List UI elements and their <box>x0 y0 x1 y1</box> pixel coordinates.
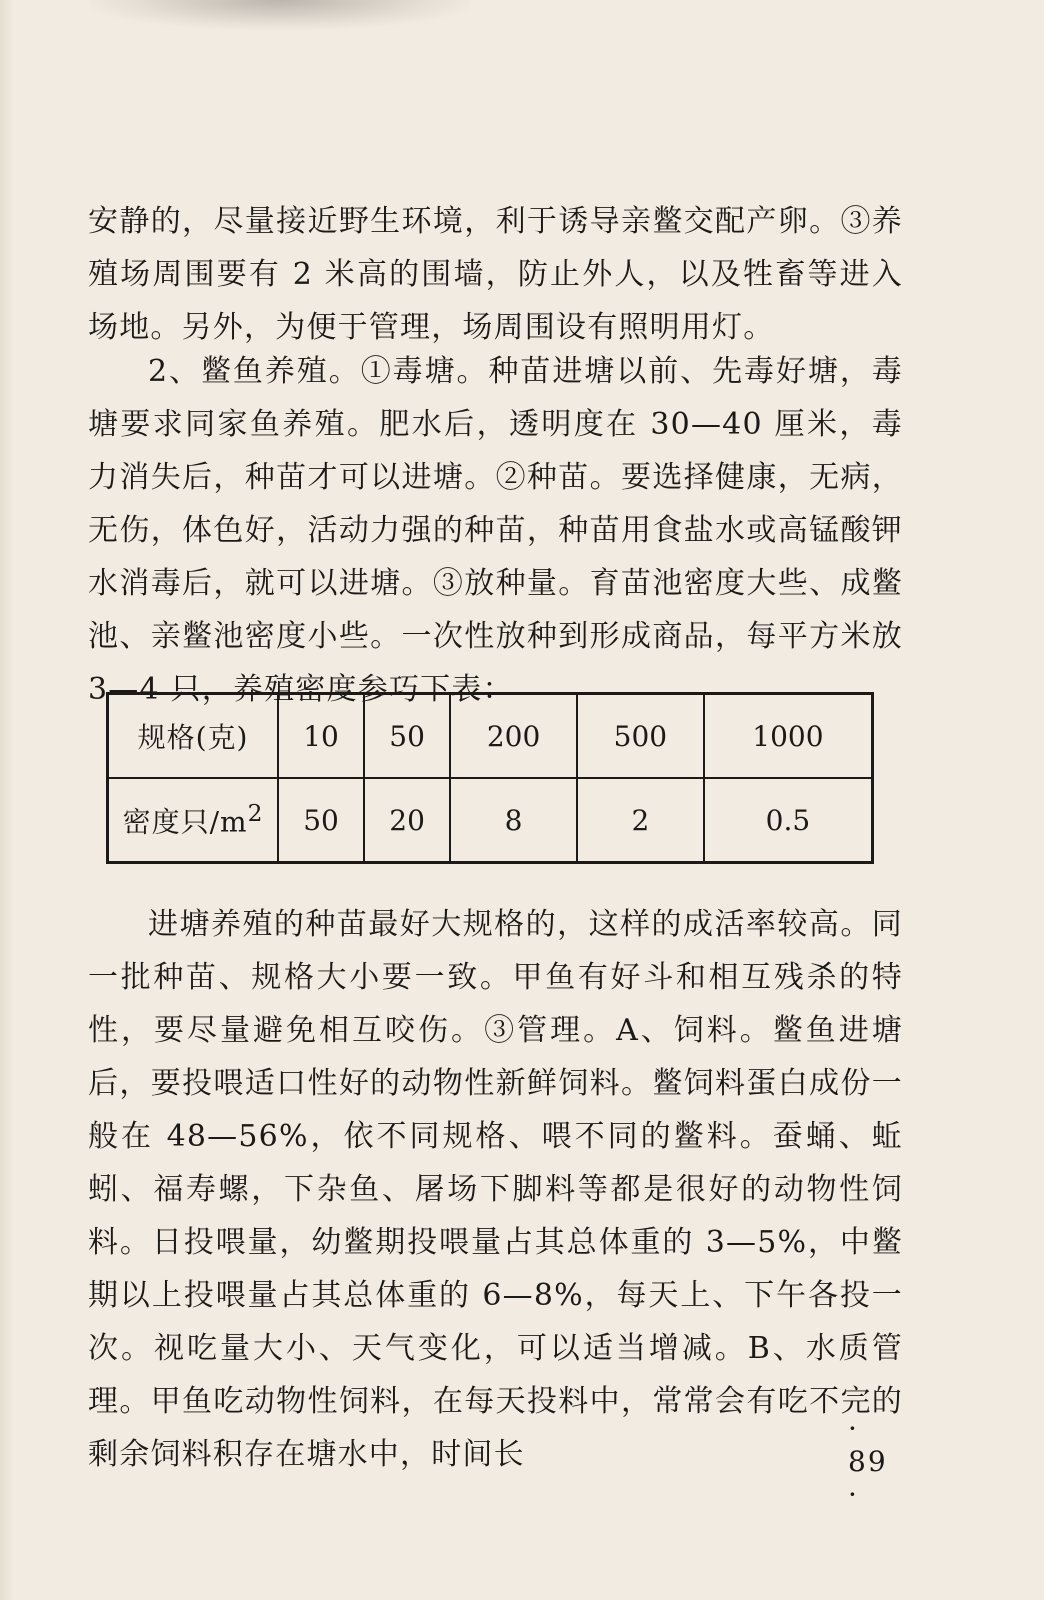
paragraph-3: 进塘养殖的种苗最好大规格的，这样的成活率较高。同一批种苗、规格大小要一致。甲鱼有好斗和相互残杀的特性，要尽量避免相互咬伤。③管理。A、饲料。鳖鱼进塘后，要投喂适口性好的动物性新鲜饲料。鳖饲料蛋白成份一般在 48—56%，依不同规格、喂不同的鳖料。蚕蛹、蚯蚓、福寿螺，下杂鱼、屠场下脚料等都是很好的动物性饲料。日投喂量，幼鳖期投喂量占其总体重的 3—5%，中鳖期以上投喂量占其总体重的 6—8%，每天上、下午各投一次。视吃量大小、天气变化，可以适当增减。B、水质管理。甲鱼吃动物性饲料，在每天投料中，常常会有吃不完的剩余饲料积存在塘水中，时间长 <box>88 907 903 1472</box>
table-cell: 50 <box>278 778 364 863</box>
density-unit-exponent: 2 <box>247 799 264 828</box>
density-table <box>106 692 874 864</box>
table-cell: 2 <box>577 778 704 863</box>
table-cell: 200 <box>450 694 577 779</box>
paragraph-2: 2、鳖鱼养殖。①毒塘。种苗进塘以前、先毒好塘，毒塘要求同家鱼养殖。肥水后，透明度在 30—40 厘米，毒力消失后，种苗才可以进塘。②种苗。要选择健康，无病，无伤，体色好，活动力强的种苗，种苗用食盐水或高锰酸钾水消毒后，就可以进塘。③放种量。育苗池密度大些、成鳖池、亲鳖池密度小些。一次性放种到形成商品，每平方米放 3—4 只，养殖密度参巧下表： <box>88 354 903 707</box>
paragraph-1: 安静的，尽量接近野生环境，利于诱导亲鳖交配产卵。③养殖场周围要有 2 米高的围墙，防止外人，以及牲畜等进入场地。另外，为便于管理，场周围设有照明用灯。 <box>88 204 903 345</box>
scan-shadow <box>90 0 470 30</box>
table-cell: 8 <box>450 778 577 863</box>
table-cell: 50 <box>364 694 450 779</box>
table-row-density <box>108 778 873 863</box>
table-cell: 20 <box>364 778 450 863</box>
table-header-size: 规格(克) <box>108 694 279 779</box>
table-cell: 0.5 <box>704 778 873 863</box>
table-cell: 1000 <box>704 694 873 779</box>
table-cell: 500 <box>577 694 704 779</box>
table-row-size <box>108 694 873 779</box>
table-cell: 10 <box>278 694 364 779</box>
page-number: · 89 · <box>848 1412 888 1511</box>
table-header-density <box>108 778 279 863</box>
density-unit-label: 密度只/m <box>122 805 248 839</box>
page-edge-shadow <box>0 0 14 1600</box>
